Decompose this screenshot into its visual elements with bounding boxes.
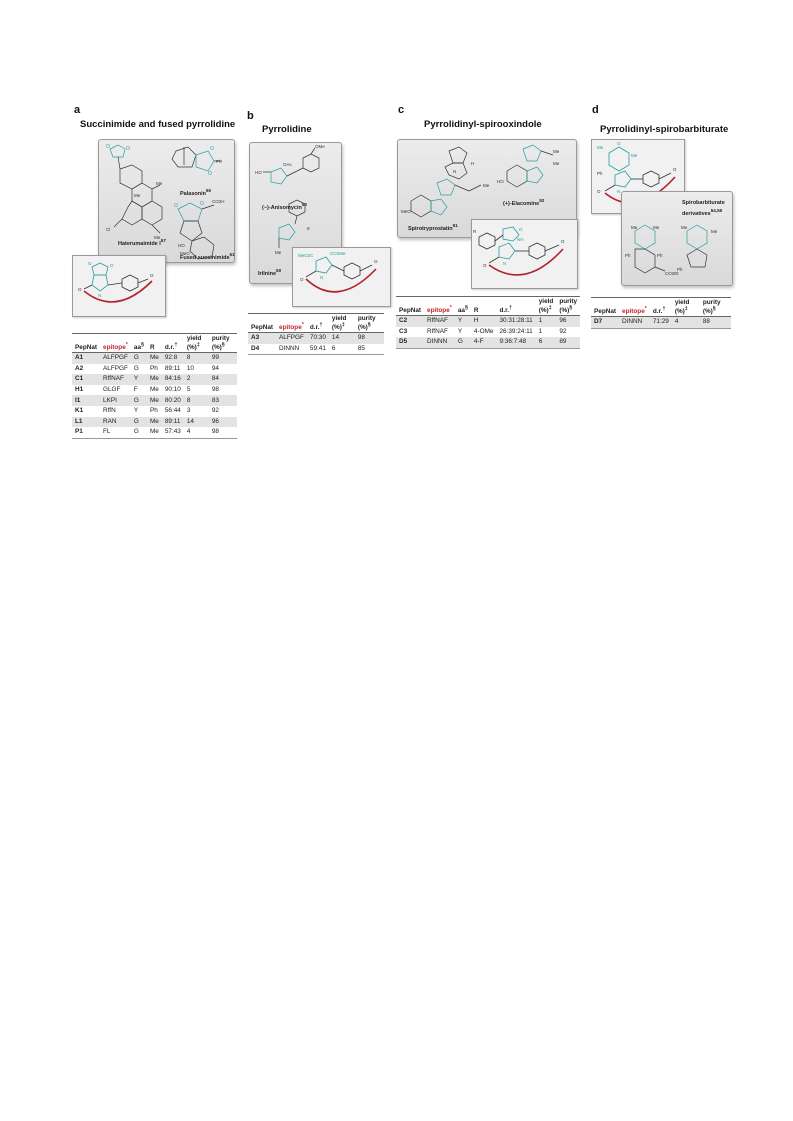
svg-text:O: O [208,171,212,177]
panel-title-c: Pyrrolidinyl-spirooxindole [424,119,542,130]
table-row: A3 ALFPGF 70:30 14 98 [248,333,384,344]
table-header-row [591,298,731,317]
svg-text:N: N [320,275,324,280]
svg-text:O: O [673,167,677,172]
svg-text:Me: Me [597,145,604,150]
svg-text:MeO2C: MeO2C [298,253,314,258]
compound-name-palasonin: Palasonin$^{60}$ [180,188,212,197]
compound-name-irilnine: Irilnine$^{50}$ [258,268,282,277]
col-header-epitope: epitope* [100,334,131,353]
col-header-pepnat: PepNat [72,334,100,353]
results-table-c [396,296,580,349]
svg-text:Me: Me [156,181,163,186]
svg-text:HO: HO [178,243,185,248]
svg-text:H: H [471,161,475,166]
col-header-purity: purity (%)§ [209,334,237,353]
compound-name-haterumaimide: Haterumaimide $I^{57}$ [118,238,166,247]
col-header-epitope: epitope* [276,314,307,333]
table-row: A2 ALFPGF G Ph 89:11 10 94 [75,364,219,372]
results-table-b [248,313,384,355]
col-header-yield: yield (%)‡ [184,334,209,353]
structure-c-pepnat-scaffold [471,219,576,287]
compound-name-fused-succinimide: Fused succinimide$^{61}$ [180,252,235,261]
svg-text:Ph: Ph [677,267,683,272]
svg-text:N: N [453,169,457,174]
svg-text:N: N [617,189,621,194]
svg-text:OAc: OAc [283,162,292,167]
svg-text:Me: Me [134,193,141,198]
table-header-row [396,297,580,316]
results-table-a [72,333,237,439]
svg-text:Me: Me [154,235,161,240]
panel-label-d: d [592,104,599,116]
table-row: K1 RffN Y Ph 56:44 3 92 [75,407,219,415]
svg-text:9: 9 [307,226,310,231]
col-header-purity: purity (%)§ [355,314,384,333]
table-row: L1 RAN G Me 89:11 14 96 [72,417,237,428]
col-header-yield: yield (%)‡ [329,314,355,333]
col-header-purity: purity (%)§ [700,298,731,317]
svg-text:O: O [78,287,82,292]
svg-text:O: O [106,144,110,150]
col-header-dr: d.r.† [307,314,329,333]
table-row: I1 LKPI G Me 80:20 8 83 [72,395,237,406]
svg-text:O: O [483,263,487,268]
svg-text:Me: Me [711,229,718,234]
compound-name-elacomine: (+)-Elacomine$^{52}$ [503,198,545,207]
col-header-epitope: epitope* [619,298,650,317]
svg-text:Ph: Ph [216,159,222,164]
svg-text:O: O [210,146,214,152]
svg-text:Cl: Cl [106,227,111,232]
svg-text:O: O [200,201,204,207]
svg-text:O: O [597,189,601,194]
svg-text:Me: Me [483,183,490,188]
svg-text:O: O [561,239,565,244]
table-row: D4 DINNN 59:41 6 85 [248,344,384,355]
svg-text:O: O [300,277,304,282]
table-row: P1 FL G Me 57:43 4 98 [72,427,237,438]
svg-text:O: O [174,203,178,209]
svg-text:Me: Me [631,153,638,158]
svg-text:Me: Me [275,250,282,255]
svg-text:N: N [503,261,507,266]
structure-b-pepnat-scaffold [292,247,389,305]
col-header-yield: yield (%)‡ [672,298,700,317]
col-header-epitope: epitope* [424,297,455,316]
col-header-dr: d.r.† [496,297,535,316]
panel-title-a: Succinimide and fused pyrrolidine [80,119,236,130]
panel-title-b: Pyrrolidine [262,124,312,135]
svg-text:R: R [473,229,477,234]
svg-text:O: O [110,263,114,268]
svg-text:HO: HO [255,170,262,175]
col-header-purity: purity (%)§ [556,297,580,316]
svg-text:O: O [617,141,621,146]
table-header-row [248,314,384,333]
svg-text:Me: Me [653,225,660,230]
svg-text:Me: Me [553,161,560,166]
col-header-pepnat: PepNat [591,298,619,317]
table-row: D7 DINNN 71:29 4 88 [591,317,731,329]
table-header-row [72,334,237,353]
compound-name-spirotryprostatin: Spirotryprostatin$^{51}$ [408,223,458,232]
svg-text:Me: Me [681,225,688,230]
svg-text:O: O [126,146,130,152]
table-row: C1 RffNAF Y Me 84:16 2 84 [72,374,237,385]
svg-text:N: N [98,293,102,298]
compound-name-spirobarbiturate: Spirobarbiturate derivatives$^{54,55}$ [682,200,725,217]
panel-label-c: c [398,104,405,116]
panel-label-a: a [74,104,81,116]
svg-text:Ph: Ph [597,171,603,176]
svg-text:HO: HO [497,179,504,184]
col-header-aa: aa§ [131,334,147,353]
svg-text:CO2H: CO2H [212,199,225,204]
svg-text:O: O [150,273,154,278]
compound-name-anisomycin: (−)-Anisomycin$^{50}$ [262,202,307,211]
svg-text:OMe: OMe [315,144,325,149]
svg-text:NH: NH [517,237,524,242]
svg-text:MeO: MeO [180,251,190,256]
table-row: H1 GLGF F Me 90:10 5 98 [75,386,219,394]
col-header-dr: d.r.† [650,298,672,317]
table-row: C3 RffNAF Y 4-OMe 26:39:24:11 1 92 [399,327,567,335]
svg-text:Ph: Ph [625,253,631,258]
col-header-r: R [471,297,497,316]
svg-text:Ph: Ph [657,253,663,258]
svg-text:CO2Et: CO2Et [665,271,679,276]
panel-label-b: b [247,110,254,122]
svg-text:CO2Me: CO2Me [330,251,346,256]
svg-text:Me: Me [631,225,638,230]
table-row: D5 DINNN G 4-F 9:36:7:48 6 89 [396,337,580,348]
table-row: A1 ALFPGF G Me 92:8 8 99 [72,353,237,364]
col-header-yield: yield (%)‡ [536,297,557,316]
col-header-dr: d.r.† [162,334,184,353]
col-header-pepnat: PepNat [396,297,424,316]
col-header-pepnat: PepNat [248,314,276,333]
col-header-r: R [147,334,162,353]
svg-text:MeO: MeO [401,209,411,214]
table-row: C2 RffNAF Y H 30:31:28:11 1 96 [396,316,580,327]
col-header-aa: aa§ [455,297,471,316]
panel-title-d: Pyrrolidinyl-spirobarbiturate [600,124,729,135]
results-table-d [591,297,731,329]
svg-text:Me: Me [553,149,560,154]
svg-text:O: O [374,259,378,264]
svg-text:O: O [519,227,523,232]
svg-text:O: O [88,261,92,266]
structure-a-pepnat-scaffold [72,255,164,315]
